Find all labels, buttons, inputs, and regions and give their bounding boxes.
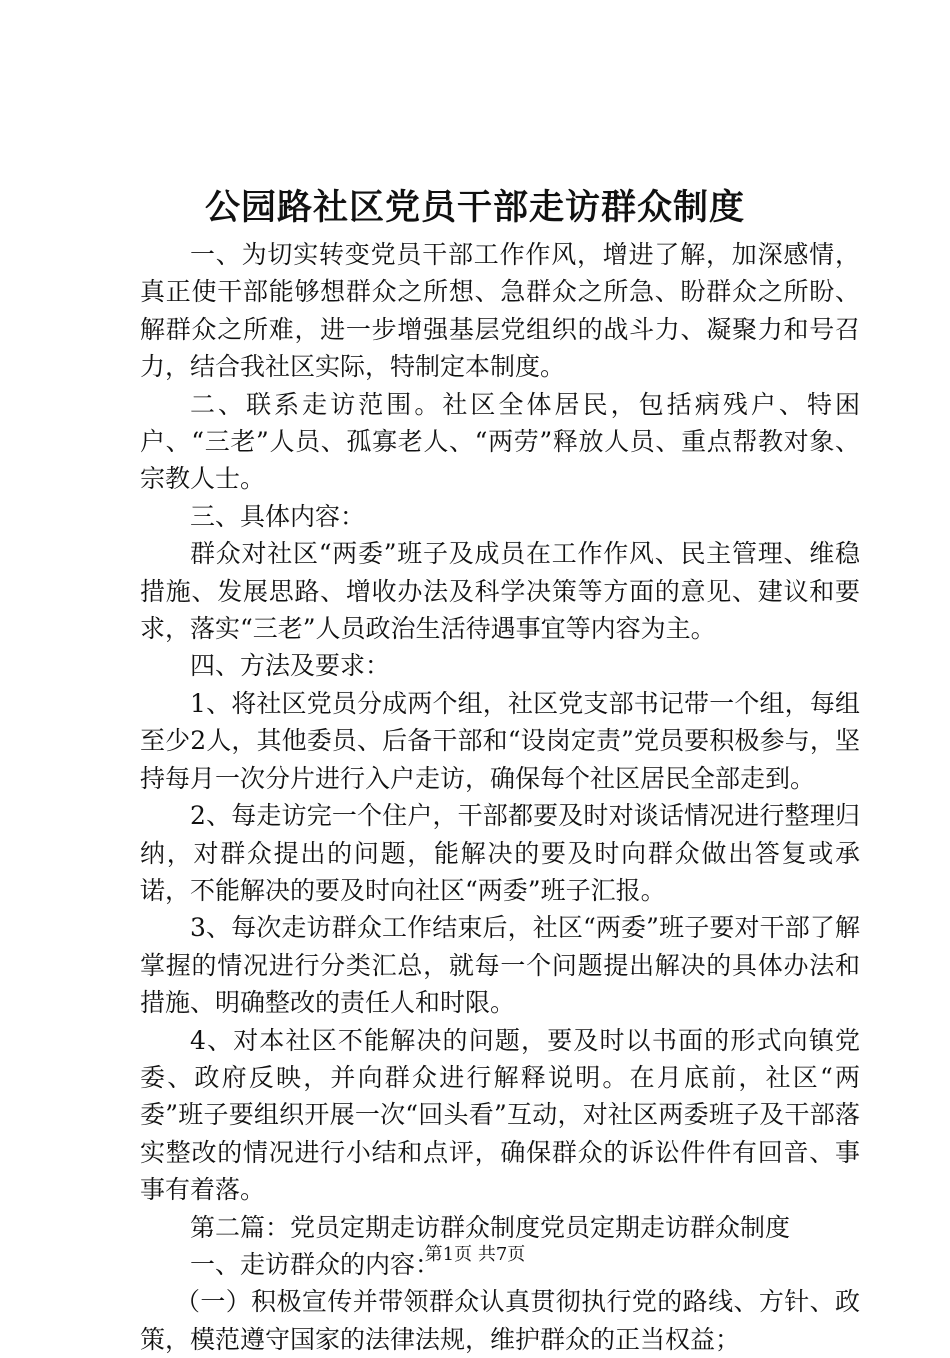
paragraph-scope: 二、联系走访范围。社区全体居民，包括病残户、特困户、“三老”人员、孤寡老人、“两劳”释放人员、重点帮教对象、宗教人士。 (140, 389, 860, 494)
paragraph-second-chapter-title: 第二篇：党员定期走访群众制度党员定期走访群众制度 (190, 1212, 791, 1242)
page-number: 第1页 共7页 (424, 1244, 526, 1265)
paragraph-content-heading: 三、具体内容： (190, 501, 366, 531)
paragraph-content: 群众对社区“两委”班子及成员在工作作风、民主管理、维稳措施、发展思路、增收办法及科学决策等方面的意见、建议和要求，落实“三老”人员政治生活待遇事宜等内容为主。 (140, 539, 860, 644)
paragraph-method-2: 2、每走访完一个住户，干部都要及时对谈话情况进行整理归纳，对群众提出的问题，能解决的要及时向群众做出答复或承诺，不能解决的要及时向社区“两委”班子汇报。 (140, 801, 860, 905)
paragraph-method-4: 4、对本社区不能解决的问题，要及时以书面的形式向镇党委、政府反映，并向群众进行解释说明。在月底前，社区“两委”班子要组织开展一次“回头看”互动，对社区两委班子及干部落实整改的情况进行小结和点评，确保群众的诉讼件件有回音、事事有着落。 (140, 1025, 860, 1205)
paragraph-method-3: 3、每次走访群众工作结束后，社区“两委”班子要对干部了解掌握的情况进行分类汇总，就每一个问题提出解决的具体办法和措施、明确整改的责任人和时限。 (140, 913, 860, 1018)
document-title: 公园路社区党员干部走访群众制度 (204, 187, 745, 228)
paragraph-method-heading: 四、方法及要求： (190, 651, 391, 681)
paragraph-method-1: 1、将社区党员分成两个组，社区党支部书记带一个组，每组至少2人，其他委员、后备干部和“设岗定责”党员要积极参与，坚持每月一次分片进行入户走访，确保每个社区居民全部走到。 (140, 688, 860, 793)
paragraph-visit-content-1: （一）积极宣传并带领群众认真贯彻执行党的路线、方针、政策，模范遵守国家的法律法规，维护群众的正当权益； (140, 1287, 860, 1354)
document-body (140, 236, 860, 1358)
paragraph-intro: 一、为切实转变党员干部工作作风，增进了解，加深感情，真正使干部能够想群众之所想、急群众之所急、盼群众之所盼、解群众之所难，进一步增强基层党组织的战斗力、凝聚力和号召力，结合我社区实际，特制定本制度。 (140, 240, 860, 382)
paragraph-visit-content-heading: 一、走访群众的内容： (190, 1249, 441, 1279)
